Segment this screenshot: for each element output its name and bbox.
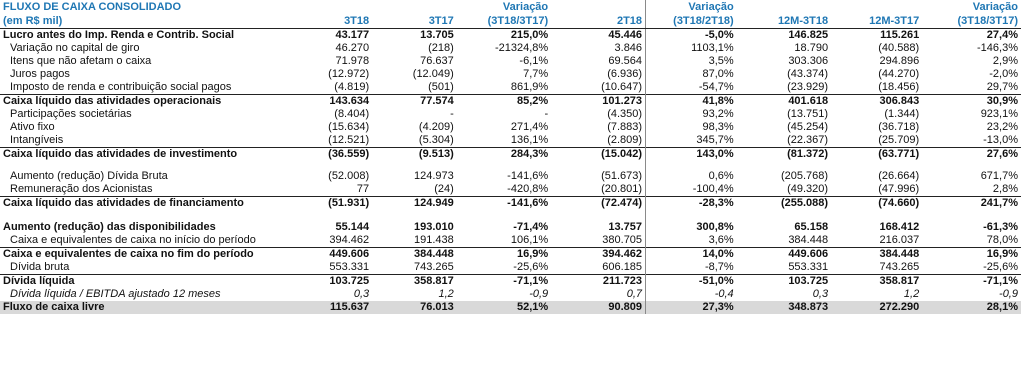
row-label: Ativo fixo: [10, 121, 55, 133]
row-value: 27,4%: [986, 29, 1018, 41]
row-value: 384.448: [788, 234, 829, 246]
spacer-row: [0, 210, 1021, 221]
row-value: 3.846: [551, 42, 645, 55]
row-value: 103.725: [737, 275, 831, 289]
row-value: 23,2%: [986, 121, 1018, 133]
row-value: 69.564: [551, 55, 645, 68]
table-subtitle: (em R$ mil): [0, 14, 290, 29]
row-value: 87,0%: [702, 68, 734, 80]
variation-header-1: Variação: [502, 1, 549, 13]
row-value: (6.936): [551, 68, 645, 81]
row-value: (22.367): [787, 134, 829, 146]
table-row: [0, 197, 1021, 211]
row-value: 300,8%: [696, 221, 734, 233]
row-value: (72.474): [551, 197, 645, 211]
column-header: 3T17: [372, 14, 457, 29]
row-value: 90.809: [551, 301, 645, 314]
row-value: (45.254): [787, 121, 829, 133]
row-value: (1.344): [884, 108, 920, 120]
table-row: [0, 301, 1021, 314]
row-value: 191.438: [414, 234, 454, 246]
row-value: 3,5%: [708, 55, 734, 67]
row-value: (44.270): [878, 68, 920, 80]
row-label: Dívida líquida / EBITDA ajustado 12 meses: [10, 288, 221, 300]
row-value: (47.996): [878, 183, 920, 195]
row-value: -: [544, 108, 549, 120]
column-header: (3T18/3T17): [457, 14, 551, 29]
table-row: [0, 134, 1021, 148]
row-value: 294.896: [879, 55, 920, 67]
table-row: [0, 121, 1021, 134]
row-value: 146.825: [788, 29, 829, 41]
row-value: (40.588): [878, 42, 920, 54]
row-value: -0,9: [529, 288, 549, 300]
row-value: 78,0%: [986, 234, 1018, 246]
row-value: (12.972): [328, 68, 370, 80]
row-value: 43.177: [335, 29, 370, 41]
row-label: Fluxo de caixa livre: [0, 301, 290, 314]
row-label: Caixa e equivalentes de caixa no início do período: [10, 234, 256, 246]
row-value: 52,1%: [457, 301, 551, 314]
row-value: 41,8%: [646, 95, 737, 109]
row-value: 103.725: [290, 275, 372, 289]
variation-header-2: Variação: [688, 1, 734, 13]
row-value: 77: [356, 183, 370, 195]
row-value: 0,7: [551, 288, 645, 301]
row-value: (4.350): [551, 108, 645, 121]
table-row: [0, 55, 1021, 68]
table-row: [0, 170, 1021, 183]
table-row: [0, 275, 1021, 289]
row-value: -25,6%: [983, 261, 1018, 273]
row-value: 553.331: [329, 261, 370, 273]
row-value: -5,0%: [704, 29, 734, 41]
row-value: -: [450, 108, 454, 120]
row-value: (4.209): [418, 121, 454, 133]
row-value: (81.372): [737, 148, 831, 162]
row-value: -71,4%: [513, 221, 549, 233]
row-value: 27,6%: [922, 148, 1021, 162]
row-value: (63.771): [831, 148, 922, 162]
row-label: Itens que não afetam o caixa: [10, 55, 152, 67]
row-value: 0,3: [812, 288, 829, 300]
row-value: (23.929): [787, 81, 829, 93]
row-value: 77.574: [372, 95, 457, 109]
table-row: [0, 29, 1021, 43]
table-row: [0, 183, 1021, 197]
row-value: 76.637: [420, 55, 454, 67]
row-label: Caixa líquido das atividades de investimento: [0, 148, 290, 162]
row-value: (255.088): [737, 197, 831, 211]
table-row: [0, 234, 1021, 248]
spacer-row: [0, 161, 1021, 170]
row-value: -141,6%: [457, 197, 551, 211]
table-row: [0, 42, 1021, 55]
row-value: 143.634: [290, 95, 372, 109]
row-label: Intangíveis: [10, 134, 64, 146]
row-label: Dívida líquida: [0, 275, 290, 289]
column-header: 2T18: [551, 14, 645, 29]
row-value: 380.705: [551, 234, 645, 248]
row-value: 271,4%: [510, 121, 549, 133]
row-value: 272.290: [831, 301, 922, 314]
row-value: 46.270: [335, 42, 370, 54]
row-value: (12.521): [328, 134, 370, 146]
row-value: (9.513): [372, 148, 457, 162]
row-value: 106,1%: [510, 234, 549, 246]
row-value: 136,1%: [510, 134, 549, 146]
variation-header-3: Variação: [972, 1, 1018, 13]
row-value: 18.790: [794, 42, 829, 54]
row-value: -100,4%: [692, 183, 734, 195]
row-value: 16,9%: [457, 248, 551, 262]
table-row: [0, 221, 1021, 234]
row-value: 861,9%: [510, 81, 549, 93]
table-row: [0, 108, 1021, 121]
row-value: (8.404): [334, 108, 370, 120]
column-header: 3T18: [290, 14, 372, 29]
row-value: 101.273: [551, 95, 645, 109]
row-value: (43.374): [787, 68, 829, 80]
row-value: (205.768): [780, 170, 829, 182]
row-value: (2.809): [551, 134, 645, 148]
row-value: (51.931): [290, 197, 372, 211]
row-value: -6,1%: [519, 55, 549, 67]
row-value: 55.144: [335, 221, 370, 233]
row-value: (10.647): [551, 81, 645, 95]
row-value: 30,9%: [922, 95, 1021, 109]
row-value: 0,6%: [708, 170, 734, 182]
row-value: 124.949: [372, 197, 457, 211]
row-value: 384.448: [831, 248, 922, 262]
row-value: 306.843: [831, 95, 922, 109]
table-row: [0, 95, 1021, 109]
row-value: 358.817: [831, 275, 922, 289]
row-value: 348.873: [737, 301, 831, 314]
row-label: Remuneração dos Acionistas: [10, 183, 153, 195]
row-label: Lucro antes do Imp. Renda e Contrib. Social: [3, 29, 235, 41]
row-value: (5.304): [418, 134, 454, 146]
row-value: 98,3%: [702, 121, 734, 133]
row-value: (20.801): [551, 183, 645, 197]
row-value: 923,1%: [980, 108, 1018, 120]
row-value: 28,1%: [922, 301, 1021, 314]
row-value: 606.185: [551, 261, 645, 275]
row-value: 384.448: [372, 248, 457, 262]
row-value: 401.618: [737, 95, 831, 109]
row-value: 1103,1%: [691, 42, 734, 54]
row-value: (12.049): [412, 68, 454, 80]
row-value: (13.751): [787, 108, 829, 120]
row-value: 553.331: [788, 261, 829, 273]
row-value: -21324,8%: [494, 42, 549, 54]
row-value: 394.462: [551, 248, 645, 262]
row-value: 3,6%: [708, 234, 734, 246]
row-value: 2,9%: [992, 55, 1018, 67]
row-value: 449.606: [290, 248, 372, 262]
row-value: 85,2%: [457, 95, 551, 109]
row-value: (74.660): [831, 197, 922, 211]
row-value: 29,7%: [986, 81, 1018, 93]
row-value: 449.606: [737, 248, 831, 262]
row-value: -146,3%: [977, 42, 1018, 54]
row-value: 2,8%: [992, 183, 1018, 195]
row-value: (24): [434, 183, 454, 195]
row-value: 743.265: [414, 261, 454, 273]
row-value: -420,8%: [507, 183, 549, 195]
row-value: -0,4: [714, 288, 734, 300]
row-value: 671,7%: [980, 170, 1018, 182]
row-value: 7,7%: [523, 68, 549, 80]
row-value: 358.817: [372, 275, 457, 289]
row-value: (25.709): [878, 134, 920, 146]
row-value: -51,0%: [646, 275, 737, 289]
row-label: Variação no capital de giro: [10, 42, 140, 54]
row-label: Aumento (redução) das disponibilidades: [3, 221, 216, 233]
row-label: Caixa líquido das atividades operacionais: [0, 95, 290, 109]
row-value: 71.978: [335, 55, 370, 67]
row-value: 743.265: [879, 261, 920, 273]
row-value: -61,3%: [983, 221, 1018, 233]
row-value: -13,0%: [983, 134, 1018, 146]
table-row: [0, 248, 1021, 262]
row-value: 216.037: [879, 234, 920, 246]
row-value: -71,1%: [922, 275, 1021, 289]
row-value: -71,1%: [457, 275, 551, 289]
row-value: (15.634): [328, 121, 370, 133]
row-value: (52.008): [328, 170, 370, 182]
row-label: Imposto de renda e contribuição social pagos: [10, 81, 232, 93]
row-value: (36.718): [878, 121, 920, 133]
row-value: 345,7%: [696, 134, 734, 146]
row-value: (26.664): [878, 170, 920, 182]
row-value: (7.883): [551, 121, 645, 134]
row-value: (4.819): [334, 81, 370, 93]
row-value: (49.320): [787, 183, 829, 195]
row-value: 27,3%: [646, 301, 737, 314]
column-header: (3T18/3T17): [922, 14, 1021, 29]
row-value: 0,3: [353, 288, 370, 300]
row-value: 13.757: [551, 221, 645, 234]
row-value: 93,2%: [702, 108, 734, 120]
row-value: 76.013: [372, 301, 457, 314]
row-value: -8,7%: [704, 261, 734, 273]
table-row: [0, 81, 1021, 95]
row-label: Dívida bruta: [10, 261, 70, 273]
table-row: [0, 68, 1021, 81]
row-value: 168.412: [879, 221, 920, 233]
row-value: 115.637: [290, 301, 372, 314]
row-label: Caixa e equivalentes de caixa no fim do período: [0, 248, 290, 262]
row-value: 1,2: [903, 288, 920, 300]
row-value: 13.705: [420, 29, 454, 41]
row-value: 124.973: [414, 170, 454, 182]
row-value: 193.010: [414, 221, 454, 233]
row-value: 14,0%: [646, 248, 737, 262]
table-row: [0, 288, 1021, 301]
row-value: (501): [428, 81, 454, 93]
row-value: 1,2: [438, 288, 454, 300]
row-value: 143,0%: [646, 148, 737, 162]
row-label: Juros pagos: [10, 68, 70, 80]
row-label: Caixa líquido das atividades de financiamento: [0, 197, 290, 211]
row-value: 65.158: [794, 221, 829, 233]
row-value: (15.042): [551, 148, 645, 162]
row-value: 241,7%: [922, 197, 1021, 211]
column-header: 12M-3T18: [737, 14, 831, 29]
row-value: -25,6%: [513, 261, 549, 273]
row-value: 394.462: [329, 234, 370, 246]
row-value: (218): [428, 42, 454, 54]
row-value: (18.456): [878, 81, 920, 93]
column-header: 12M-3T17: [831, 14, 922, 29]
column-header: (3T18/2T18): [646, 14, 737, 29]
row-label: Aumento (redução) Dívida Bruta: [10, 170, 168, 182]
row-value: 215,0%: [510, 29, 549, 41]
row-value: 303.306: [788, 55, 829, 67]
row-value: 211.723: [551, 275, 645, 289]
row-value: 45.446: [551, 29, 645, 43]
table-row: [0, 148, 1021, 162]
row-value: -2,0%: [989, 68, 1018, 80]
row-value: 115.261: [880, 29, 920, 41]
row-value: -54,7%: [698, 81, 734, 93]
row-value: -141,6%: [507, 170, 549, 182]
row-value: (36.559): [290, 148, 372, 162]
row-value: -0,9: [999, 288, 1018, 300]
row-value: 16,9%: [922, 248, 1021, 262]
table-title: FLUXO DE CAIXA CONSOLIDADO: [3, 1, 182, 13]
row-value: -28,3%: [646, 197, 737, 211]
row-value: 284,3%: [457, 148, 551, 162]
row-value: (51.673): [551, 170, 645, 183]
row-label: Participações societárias: [10, 108, 132, 120]
table-row: [0, 261, 1021, 275]
